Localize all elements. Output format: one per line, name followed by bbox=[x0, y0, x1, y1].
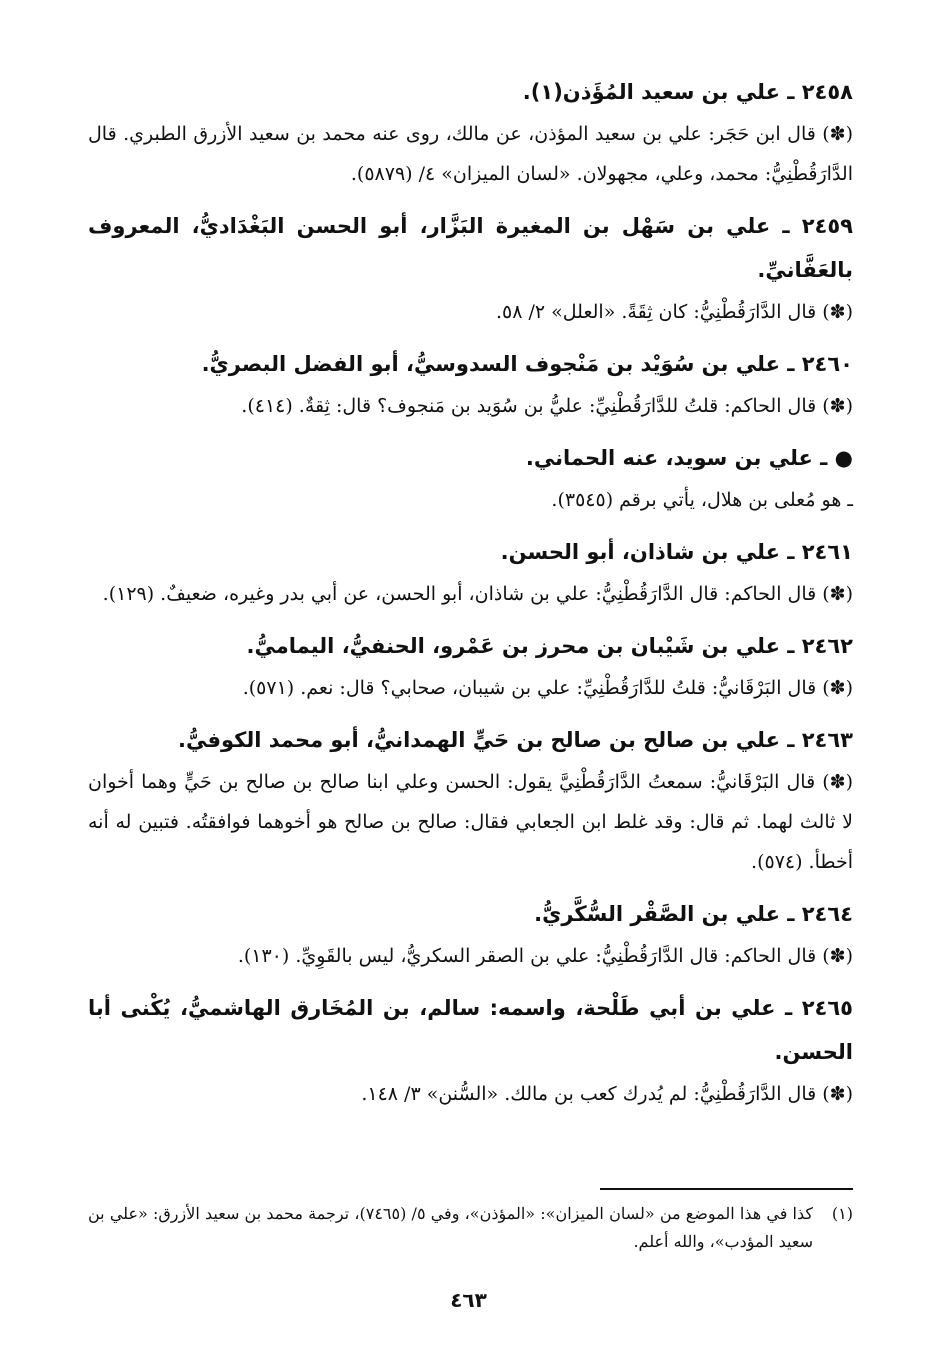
entry-cross-reference bbox=[88, 436, 853, 520]
entry-heading: ٢٤٦٢ ـ علي بن شَيْبان بن محرز بن عَمْرو، الحنفيُّ، اليماميُّ. bbox=[246, 634, 853, 658]
entry-heading: ● ـ علي بن سويد، عنه الحماني. bbox=[525, 446, 853, 470]
entry-text: (✽) قال الدَّارَقُطْنِيُّ: لم يُدرك كعب بن مالك. «السُّنن» ٣/ ١٤٨. bbox=[361, 1083, 853, 1105]
entry-heading: ٢٤٦٠ ـ علي بن سُوَيْد بن مَنْجوف السدوسيُّ، أبو الفضل البصريُّ. bbox=[201, 352, 853, 376]
entry-text: (✽) قال الحاكم: قلتُ للدَّارَقُطْنِيِّ: عليُّ بن سُوَيد بن مَنجوف؟ قال: ثِقةٌ. (٤١٤). bbox=[241, 395, 853, 417]
footnote-text: كذا في هذا الموضع من «لسان الميزان»: «المؤذن»، وفي ٥/ (٧٤٦٥)، ترجمة محمد بن سعيد الأزرق: «علي بن سعيد المؤدب»، والله أعلم. bbox=[88, 1204, 814, 1251]
entry-2464 bbox=[88, 892, 853, 976]
entry-heading: ٢٤٦٥ ـ علي بن أبي طَلْحة، واسمه: سالم، بن المُخَارق الهاشميُّ، يُكْنى أبا الحسن. bbox=[88, 996, 853, 1064]
entry-text: (✽) قال البَرْقَانيُّ: سمعتُ الدَّارَقُطْنِيَّ يقول: الحسن وعلي ابنا صالح بن صالح بن حَيٍّ وهما أخوان لا ثالث لهما. ثم قال: وقد غلط ابن الجعابي فقال: صالح بن صالح هو أخوهما فوافقتُه. فتبين له أنه أخطأ. (٥٧٤). bbox=[88, 771, 853, 873]
entry-2465 bbox=[88, 986, 853, 1114]
entry-text: (✽) قال الدَّارَقُطْنِيُّ: كان ثِقَةً. «العلل» ٢/ ٥٨. bbox=[495, 301, 853, 323]
entry-heading: ٢٤٦٤ ـ علي بن الصَّقْر السُّكَّريُّ. bbox=[534, 902, 853, 926]
entry-heading: ٢٤٦١ ـ علي بن شاذان، أبو الحسن. bbox=[500, 540, 853, 564]
entry-text: (✽) قال الحاكم: قال الدَّارَقُطْنِيُّ: علي بن شاذان، أبو الحسن، عن أبي بدر وغيره، ضعيفٌ. (١٢٩). bbox=[102, 583, 853, 605]
entry-2462 bbox=[88, 624, 853, 708]
entry-2463 bbox=[88, 718, 853, 882]
footnote-1 bbox=[88, 1200, 853, 1256]
entry-text: ـ هو مُعلى بن هلال، يأتي برقم (٣٥٤٥). bbox=[551, 489, 853, 511]
page-body bbox=[88, 70, 853, 1124]
entry-2458 bbox=[88, 70, 853, 194]
entry-heading: ٢٤٥٨ ـ علي بن سعيد المُؤَذن(١). bbox=[522, 80, 853, 104]
footnote-divider bbox=[600, 1188, 853, 1190]
entry-heading: ٢٤٥٩ ـ علي بن سَهْل بن المغيرة البَزَّار، أبو الحسن البَغْدَاديُّ، المعروف بالعَفَّانيِّ. bbox=[88, 214, 853, 282]
entry-heading: ٢٤٦٣ ـ علي بن صالح بن صالح بن حَيٍّ الهمدانيُّ، أبو محمد الكوفيُّ. bbox=[178, 728, 853, 752]
entry-text: (✽) قال ابن حَجَر: علي بن سعيد المؤذن، عن مالك، روى عنه محمد بن سعيد الأزرق الطبري. قال الدَّارَقُطْنِيُّ: محمد، وعلي، مجهولان. «لسان الميزان» ٤/ (٥٨٧٩). bbox=[88, 123, 853, 185]
entry-text: (✽) قال البَرْقَانيُّ: قلتُ للدَّارَقُطْنِيِّ: علي بن شيبان، صحابي؟ قال: نعم. (٥٧١). bbox=[242, 677, 853, 699]
entry-2461 bbox=[88, 530, 853, 614]
entry-2460 bbox=[88, 342, 853, 426]
entry-2459 bbox=[88, 204, 853, 332]
footnotes bbox=[88, 1200, 853, 1256]
entry-text: (✽) قال الحاكم: قال الدَّارَقُطْنِيُّ: علي بن الصقر السكريُّ، ليس بالقَوِيِّ. (١٣٠). bbox=[237, 945, 853, 967]
footnote-marker: (١) bbox=[831, 1204, 853, 1223]
page-number: ٤٦٣ bbox=[450, 1288, 487, 1312]
